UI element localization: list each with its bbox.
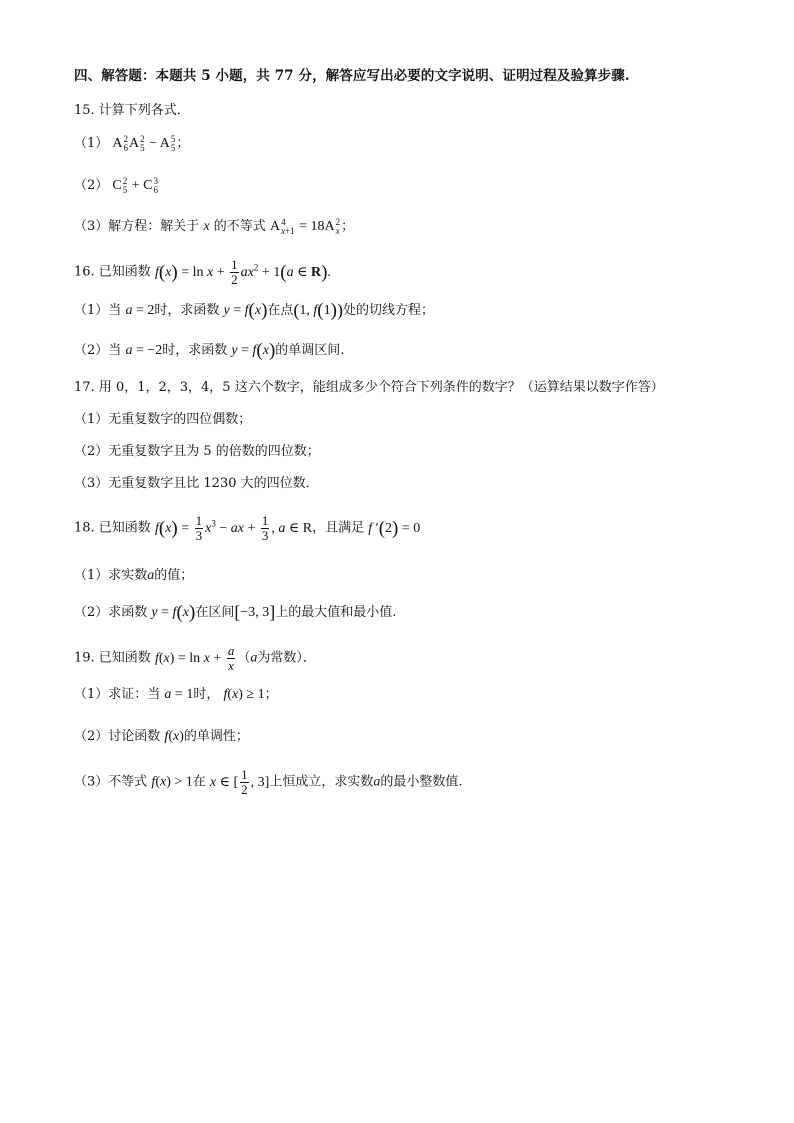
formula-fx: f(x) bbox=[164, 729, 184, 744]
formula-y-fx: y = f(x) bbox=[231, 340, 276, 361]
formula-a-eq-1: a = 1 bbox=[164, 687, 194, 702]
part-text: 的不等式 bbox=[213, 219, 266, 234]
question-15-part-2 bbox=[74, 176, 159, 196]
formula-fprime: f ′(2) = 0 bbox=[368, 517, 421, 539]
formula-y-fx: y = f(x) bbox=[223, 300, 268, 321]
formula-19: f(x) = ln x + $\frac{a}{x}$ bbox=[154, 643, 235, 673]
formula-16: f(x) = ln x + $\frac{1}{2}$ $ax^2 + 1(a$ ∈ R). bbox=[154, 256, 331, 287]
question-16-stem bbox=[74, 257, 331, 287]
formula-point: (1, f(1)) bbox=[293, 300, 343, 321]
question-19-part-1 bbox=[74, 685, 278, 705]
question-19-stem bbox=[74, 644, 316, 673]
question-15-stem: 15. 计算下列各式． bbox=[74, 103, 190, 118]
part-text: 当 bbox=[108, 303, 122, 318]
part-text: 解方程：解关于 bbox=[108, 219, 200, 234]
part-text: 时， bbox=[193, 687, 220, 702]
part-text: 时，求函数 bbox=[154, 303, 220, 318]
formula-interval: [−3, 3] bbox=[234, 602, 276, 622]
question-18-part-2 bbox=[74, 602, 396, 623]
var-a: a bbox=[147, 568, 155, 583]
formula-18: f(x) = $\frac{1}{3}$ $x^3$ − ax + $\frac{1}{3}$ , a ∈ R bbox=[154, 512, 313, 543]
stem-text: ，且满足 bbox=[312, 520, 365, 536]
question-17-stem: 17. 用 0，1，2，3，4，5 这六个数字，能组成多少个符合下列条件的数字？（运算结果以数字作答） bbox=[74, 380, 664, 395]
part-text: （2）求函数 bbox=[74, 605, 148, 620]
part-text: 当 bbox=[108, 343, 122, 358]
part-text: 在区间 bbox=[195, 605, 235, 620]
question-18-part-1 bbox=[74, 566, 193, 586]
question-15-part-1 bbox=[74, 134, 189, 154]
question-19-part-2 bbox=[74, 727, 249, 747]
part-text: （2）讨论函数 bbox=[74, 729, 161, 744]
part-text: 上恒成立，求实数 bbox=[269, 774, 374, 790]
part-text: 在点 bbox=[267, 303, 294, 318]
part-text: 的值； bbox=[154, 568, 194, 583]
question-19-part-3 bbox=[74, 768, 463, 797]
section-title: 四、解答题：本题共 5 小题，共 77 分，解答应写出必要的文字说明、证明过程及验算步骤. bbox=[74, 68, 630, 84]
var-a: a bbox=[250, 650, 258, 666]
formula-fx-gt-1: f(x) > 1 bbox=[151, 774, 193, 790]
part-text: （3）不等式 bbox=[74, 774, 148, 790]
formula-a-eq-neg2: a = −2 bbox=[125, 343, 163, 358]
formula-y-fx: y = f(x) bbox=[151, 602, 196, 623]
formula-15-2: C 2 5 + C 3 6 bbox=[112, 175, 158, 195]
question-16-part-2 bbox=[74, 341, 344, 361]
var-x: x bbox=[203, 219, 210, 234]
part-text: 的最小整数值. bbox=[380, 774, 463, 790]
question-17-part-2: （2）无重复数字且为 5 的倍数的四位数； bbox=[74, 444, 320, 459]
part-tail: ； bbox=[341, 219, 355, 234]
part-text: 的单调区间. bbox=[275, 343, 345, 358]
question-16-part-1 bbox=[74, 300, 434, 321]
stem-prefix: 16. 已知函数 bbox=[74, 264, 151, 280]
stem-prefix: 18. 已知函数 bbox=[74, 520, 151, 536]
question-17-part-1: （1）无重复数字的四位偶数； bbox=[74, 412, 252, 427]
part-label: （1） bbox=[74, 303, 109, 318]
part-text: 的单调性； bbox=[183, 729, 249, 744]
question-15-part-3 bbox=[74, 217, 354, 237]
formula-x-range: x ∈ [ $\frac{1}{2}$ , 3] bbox=[209, 767, 270, 797]
part-label: （3） bbox=[74, 219, 109, 234]
stem-text: 为常数）． bbox=[257, 650, 316, 666]
part-text: 在 bbox=[192, 774, 206, 790]
question-17-part-3: （3）无重复数字且比 1230 大的四位数． bbox=[74, 476, 319, 491]
part-text: 处的切线方程； bbox=[342, 303, 434, 318]
stem-prefix: 19. 已知函数 bbox=[74, 650, 151, 666]
formula-fx-ge-1: f(x) ≥ 1 bbox=[223, 687, 265, 702]
part-label: （2） bbox=[74, 343, 109, 358]
question-18-stem bbox=[74, 513, 420, 543]
part-text: （1）求实数 bbox=[74, 568, 148, 583]
var-a: a bbox=[373, 774, 381, 790]
formula-a-eq-2: a = 2 bbox=[125, 303, 155, 318]
part-label: （1） bbox=[74, 136, 109, 151]
part-text: 时，求函数 bbox=[162, 343, 228, 358]
formula-15-3: A 4 x+1 = 18A 2 x bbox=[269, 216, 341, 236]
formula-15-1: A 2 6 A 2 5 − A 5 5 bbox=[112, 133, 176, 153]
part-tail: ； bbox=[176, 136, 190, 151]
part-text: ； bbox=[264, 687, 278, 702]
part-text: （1）求证：当 bbox=[74, 687, 161, 702]
part-label: （2） bbox=[74, 178, 109, 193]
part-text: 上的最大值和最小值. bbox=[275, 605, 397, 620]
stem-text: （ bbox=[237, 650, 251, 666]
